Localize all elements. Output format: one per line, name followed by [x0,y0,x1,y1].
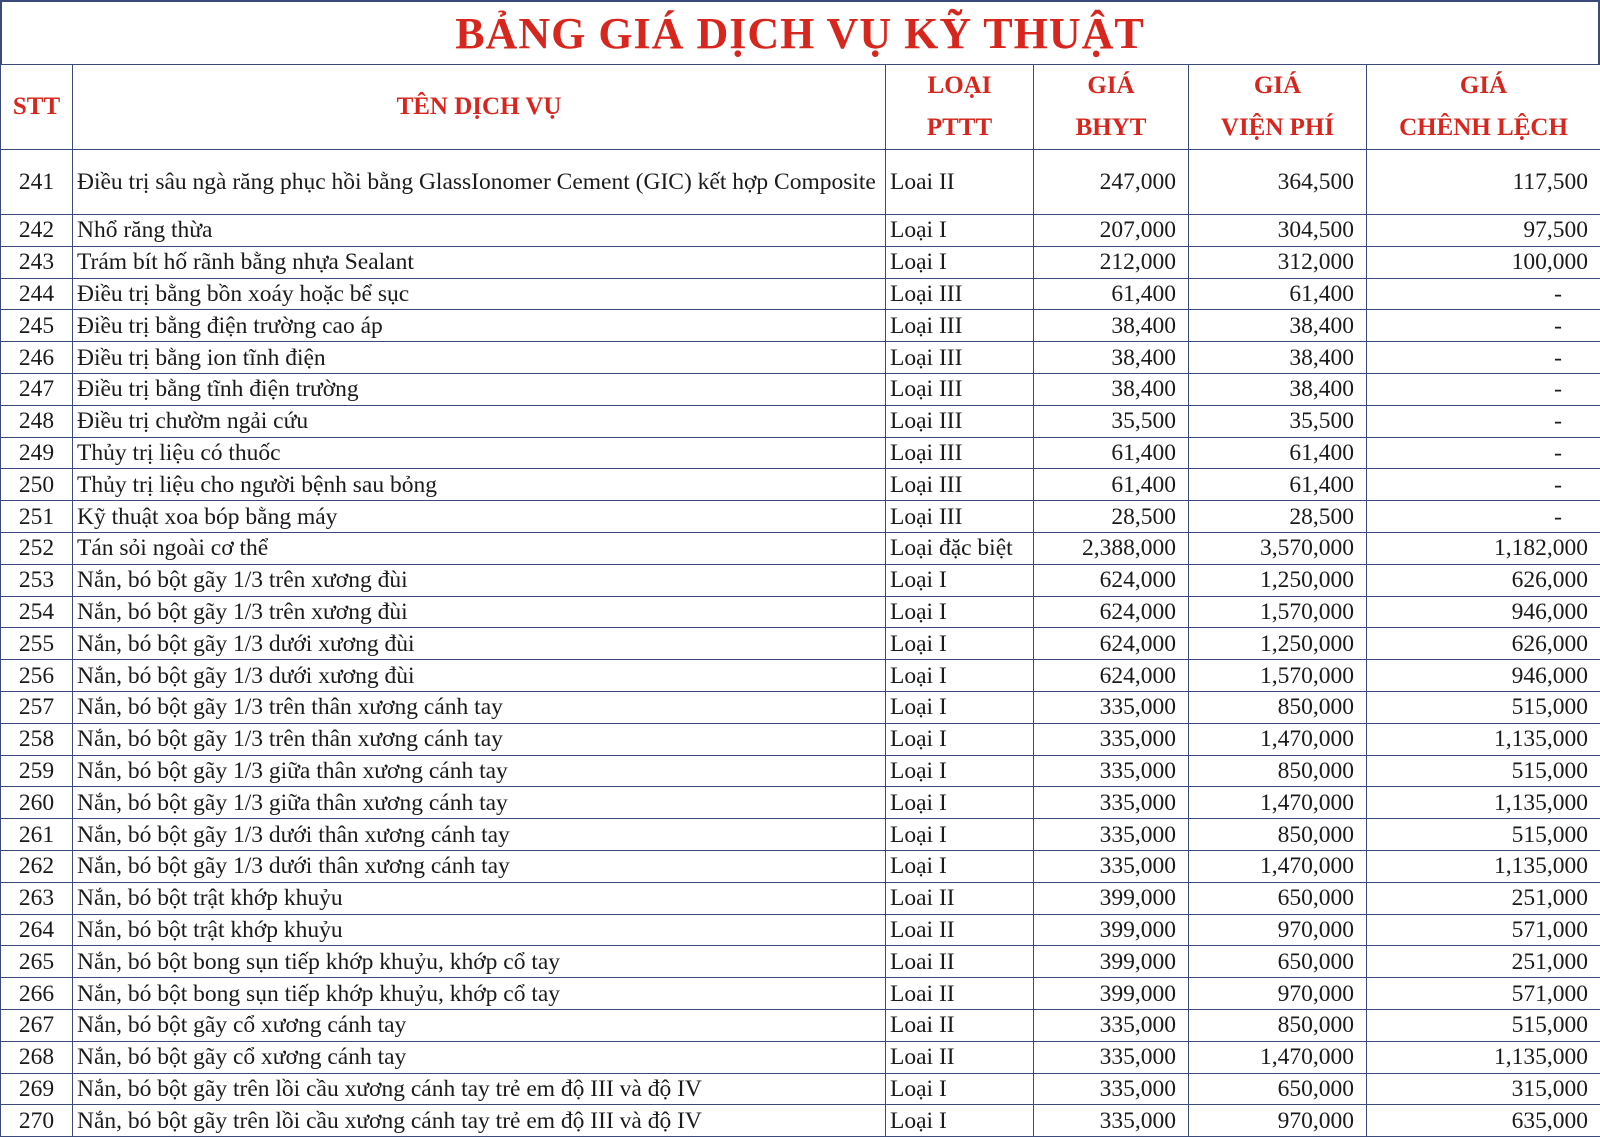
row-gia-vien-phi: 970,000 [1189,978,1367,1010]
header-loai-line1: LOẠI [890,65,1029,107]
row-service-name: Nắn, bó bột gãy 1/3 giữa thân xương cánh tay [73,755,886,787]
row-gia-bhyt: 38,400 [1034,310,1189,342]
row-gia-vien-phi: 1,250,000 [1189,564,1367,596]
row-stt: 246 [1,342,73,374]
row-stt: 262 [1,850,73,882]
row-gia-chenh-lech: 515,000 [1367,755,1600,787]
row-loai-pttt: Loại I [886,755,1034,787]
row-loai-pttt: Loại I [886,787,1034,819]
row-stt: 255 [1,628,73,660]
row-service-name: Điều trị bằng điện trường cao áp [73,310,886,342]
row-stt: 263 [1,882,73,914]
row-gia-chenh-lech: - [1367,405,1600,437]
row-service-name: Trám bít hố rãnh bằng nhựa Sealant [73,246,886,278]
header-loai [886,65,1034,150]
row-gia-bhyt: 61,400 [1034,469,1189,501]
row-service-name: Nắn, bó bột gãy 1/3 dưới thân xương cánh tay [73,819,886,851]
row-gia-chenh-lech: 626,000 [1367,628,1600,660]
row-loai-pttt: Loai II [886,1041,1034,1073]
header-chenh-lech [1367,65,1600,150]
row-gia-bhyt: 335,000 [1034,691,1189,723]
row-loai-pttt: Loại I [886,723,1034,755]
row-gia-bhyt: 335,000 [1034,850,1189,882]
row-gia-vien-phi: 850,000 [1189,691,1367,723]
row-gia-chenh-lech: - [1367,437,1600,469]
row-loai-pttt: Loại III [886,469,1034,501]
row-gia-chenh-lech: 515,000 [1367,691,1600,723]
row-gia-vien-phi: 35,500 [1189,405,1367,437]
row-loai-pttt: Loại I [886,564,1034,596]
header-stt-label: STT [5,86,68,128]
table-row [1,1073,1600,1105]
row-gia-vien-phi: 1,470,000 [1189,1041,1367,1073]
row-loai-pttt: Loai II [886,882,1034,914]
row-gia-bhyt: 335,000 [1034,819,1189,851]
table-row [1,882,1600,914]
table-row [1,660,1600,692]
header-vp-line1: GIÁ [1193,65,1362,107]
row-gia-chenh-lech: 946,000 [1367,596,1600,628]
row-loai-pttt: Loại III [886,501,1034,533]
row-gia-bhyt: 38,400 [1034,373,1189,405]
row-gia-bhyt: 2,388,000 [1034,532,1189,564]
row-gia-vien-phi: 38,400 [1189,310,1367,342]
table-row [1,1105,1600,1137]
row-service-name: Điều trị chườm ngải cứu [73,405,886,437]
row-gia-chenh-lech: - [1367,469,1600,501]
row-gia-chenh-lech: - [1367,278,1600,310]
row-gia-vien-phi: 61,400 [1189,278,1367,310]
table-row [1,246,1600,278]
header-cl-line2: CHÊNH LỆCH [1371,107,1596,149]
row-stt: 251 [1,501,73,533]
row-gia-chenh-lech: 515,000 [1367,819,1600,851]
header-vien-phi [1189,65,1367,150]
row-gia-vien-phi: 650,000 [1189,882,1367,914]
row-gia-vien-phi: 850,000 [1189,1009,1367,1041]
row-gia-bhyt: 335,000 [1034,1105,1189,1137]
row-gia-bhyt: 624,000 [1034,660,1189,692]
row-stt: 257 [1,691,73,723]
row-service-name: Nắn, bó bột gãy trên lồi cầu xương cánh tay trẻ em độ III và độ IV [73,1073,886,1105]
row-loai-pttt: Loại I [886,819,1034,851]
row-stt: 265 [1,946,73,978]
row-service-name: Nắn, bó bột gãy 1/3 dưới thân xương cánh tay [73,850,886,882]
row-gia-bhyt: 38,400 [1034,342,1189,374]
row-stt: 250 [1,469,73,501]
row-gia-chenh-lech: - [1367,373,1600,405]
table-row [1,978,1600,1010]
row-gia-vien-phi: 1,470,000 [1189,723,1367,755]
row-gia-bhyt: 61,400 [1034,437,1189,469]
row-loai-pttt: Loại I [886,1105,1034,1137]
row-stt: 247 [1,373,73,405]
row-service-name: Nắn, bó bột gãy 1/3 giữa thân xương cánh tay [73,787,886,819]
row-gia-chenh-lech: 571,000 [1367,978,1600,1010]
row-stt: 264 [1,914,73,946]
row-stt: 249 [1,437,73,469]
row-stt: 261 [1,819,73,851]
row-gia-vien-phi: 1,250,000 [1189,628,1367,660]
row-gia-bhyt: 335,000 [1034,1041,1189,1073]
row-gia-vien-phi: 38,400 [1189,342,1367,374]
row-gia-bhyt: 335,000 [1034,755,1189,787]
row-service-name: Nắn, bó bột gãy cổ xương cánh tay [73,1041,886,1073]
row-gia-vien-phi: 364,500 [1189,150,1367,215]
row-loai-pttt: Loại I [886,691,1034,723]
header-bhyt [1034,65,1189,150]
row-service-name: Nắn, bó bột gãy 1/3 trên thân xương cánh tay [73,691,886,723]
row-loai-pttt: Loại III [886,342,1034,374]
table-row [1,755,1600,787]
row-loai-pttt: Loai II [886,1009,1034,1041]
row-loai-pttt: Loại III [886,437,1034,469]
table-row [1,310,1600,342]
table-row [1,596,1600,628]
row-gia-vien-phi: 3,570,000 [1189,532,1367,564]
row-gia-bhyt: 61,400 [1034,278,1189,310]
row-gia-vien-phi: 312,000 [1189,246,1367,278]
row-loai-pttt: Loai II [886,946,1034,978]
row-loai-pttt: Loại III [886,310,1034,342]
table-row [1,628,1600,660]
row-gia-chenh-lech: 117,500 [1367,150,1600,215]
header-vp-line2: VIỆN PHÍ [1193,107,1362,149]
row-service-name: Nắn, bó bột trật khớp khuỷu [73,914,886,946]
header-stt [1,65,73,150]
header-name [73,65,886,150]
row-gia-chenh-lech: 571,000 [1367,914,1600,946]
row-loai-pttt: Loại I [886,1073,1034,1105]
table-row [1,469,1600,501]
row-gia-chenh-lech: 97,500 [1367,215,1600,247]
page-title: BẢNG GIÁ DỊCH VỤ KỸ THUẬT [0,0,1600,64]
row-gia-chenh-lech: 626,000 [1367,564,1600,596]
table-row [1,501,1600,533]
row-service-name: Điều trị bằng bồn xoáy hoặc bể sục [73,278,886,310]
row-gia-chenh-lech: 635,000 [1367,1105,1600,1137]
row-gia-bhyt: 399,000 [1034,946,1189,978]
row-stt: 252 [1,532,73,564]
table-row [1,1009,1600,1041]
row-gia-bhyt: 247,000 [1034,150,1189,215]
row-gia-chenh-lech: 1,135,000 [1367,787,1600,819]
row-loai-pttt: Loại I [886,596,1034,628]
row-loai-pttt: Loại I [886,660,1034,692]
header-row [1,65,1600,150]
table-row [1,819,1600,851]
row-stt: 260 [1,787,73,819]
row-gia-chenh-lech: - [1367,310,1600,342]
table-header [1,65,1600,150]
row-service-name: Nắn, bó bột bong sụn tiếp khớp khuỷu, khớp cổ tay [73,978,886,1010]
row-loai-pttt: Loai II [886,914,1034,946]
row-service-name: Nắn, bó bột trật khớp khuỷu [73,882,886,914]
row-gia-bhyt: 335,000 [1034,787,1189,819]
price-table [0,64,1600,1137]
row-gia-chenh-lech: 315,000 [1367,1073,1600,1105]
row-gia-bhyt: 624,000 [1034,596,1189,628]
row-loai-pttt: Loại III [886,278,1034,310]
row-gia-vien-phi: 970,000 [1189,1105,1367,1137]
row-gia-chenh-lech: 946,000 [1367,660,1600,692]
header-bhyt-line2: BHYT [1038,107,1184,149]
row-gia-bhyt: 399,000 [1034,882,1189,914]
row-service-name: Nắn, bó bột gãy cổ xương cánh tay [73,1009,886,1041]
table-row [1,278,1600,310]
row-gia-bhyt: 28,500 [1034,501,1189,533]
header-bhyt-line1: GIÁ [1038,65,1184,107]
row-gia-vien-phi: 850,000 [1189,819,1367,851]
row-stt: 245 [1,310,73,342]
row-service-name: Nắn, bó bột gãy 1/3 trên xương đùi [73,564,886,596]
row-gia-bhyt: 212,000 [1034,246,1189,278]
row-service-name: Nhổ răng thừa [73,215,886,247]
row-service-name: Kỹ thuật xoa bóp bằng máy [73,501,886,533]
row-gia-vien-phi: 38,400 [1189,373,1367,405]
row-gia-bhyt: 207,000 [1034,215,1189,247]
row-service-name: Điều trị sâu ngà răng phục hồi bằng GlassIonomer Cement (GIC) kết hợp Composite [73,150,886,215]
table-row [1,787,1600,819]
row-loai-pttt: Loại đặc biệt [886,532,1034,564]
row-stt: 254 [1,596,73,628]
row-gia-chenh-lech: 1,135,000 [1367,1041,1600,1073]
row-gia-chenh-lech: 251,000 [1367,946,1600,978]
row-gia-vien-phi: 1,570,000 [1189,596,1367,628]
row-stt: 267 [1,1009,73,1041]
row-gia-bhyt: 35,500 [1034,405,1189,437]
row-gia-vien-phi: 970,000 [1189,914,1367,946]
table-row [1,150,1600,215]
row-gia-chenh-lech: 1,135,000 [1367,723,1600,755]
row-gia-chenh-lech: 100,000 [1367,246,1600,278]
table-row [1,437,1600,469]
row-service-name: Nắn, bó bột bong sụn tiếp khớp khuỷu, khớp cổ tay [73,946,886,978]
row-stt: 259 [1,755,73,787]
table-row [1,405,1600,437]
row-service-name: Thủy trị liệu có thuốc [73,437,886,469]
row-service-name: Điều trị bằng ion tĩnh điện [73,342,886,374]
row-stt: 253 [1,564,73,596]
table-row [1,946,1600,978]
row-service-name: Tán sỏi ngoài cơ thể [73,532,886,564]
row-loai-pttt: Loại I [886,850,1034,882]
row-gia-vien-phi: 650,000 [1189,1073,1367,1105]
row-gia-bhyt: 624,000 [1034,564,1189,596]
row-gia-chenh-lech: 1,182,000 [1367,532,1600,564]
row-service-name: Nắn, bó bột gãy trên lồi cầu xương cánh tay trẻ em độ III và độ IV [73,1105,886,1137]
row-gia-vien-phi: 1,470,000 [1189,850,1367,882]
row-stt: 266 [1,978,73,1010]
row-service-name: Thủy trị liệu cho người bệnh sau bỏng [73,469,886,501]
row-gia-chenh-lech: 515,000 [1367,1009,1600,1041]
header-cl-line1: GIÁ [1371,65,1596,107]
row-stt: 243 [1,246,73,278]
row-stt: 258 [1,723,73,755]
row-gia-vien-phi: 28,500 [1189,501,1367,533]
table-row [1,342,1600,374]
table-row [1,723,1600,755]
row-gia-bhyt: 335,000 [1034,1073,1189,1105]
row-loai-pttt: Loại III [886,373,1034,405]
row-gia-chenh-lech: 1,135,000 [1367,850,1600,882]
header-loai-line2: PTTT [890,107,1029,149]
header-name-label: TÊN DỊCH VỤ [77,86,881,128]
row-loai-pttt: Loại I [886,628,1034,660]
row-loai-pttt: Loại I [886,246,1034,278]
row-gia-chenh-lech: - [1367,342,1600,374]
table-row [1,1041,1600,1073]
row-loai-pttt: Loại I [886,215,1034,247]
table-row [1,215,1600,247]
table-row [1,373,1600,405]
table-row [1,532,1600,564]
row-gia-vien-phi: 650,000 [1189,946,1367,978]
row-service-name: Nắn, bó bột gãy 1/3 trên thân xương cánh tay [73,723,886,755]
row-gia-vien-phi: 1,570,000 [1189,660,1367,692]
row-gia-bhyt: 335,000 [1034,723,1189,755]
row-gia-chenh-lech: - [1367,501,1600,533]
row-stt: 242 [1,215,73,247]
row-loai-pttt: Loai II [886,150,1034,215]
row-gia-vien-phi: 61,400 [1189,469,1367,501]
row-gia-bhyt: 399,000 [1034,978,1189,1010]
row-loai-pttt: Loai II [886,978,1034,1010]
row-gia-bhyt: 335,000 [1034,1009,1189,1041]
row-stt: 268 [1,1041,73,1073]
row-gia-vien-phi: 61,400 [1189,437,1367,469]
table-row [1,691,1600,723]
row-loai-pttt: Loại III [886,405,1034,437]
row-stt: 244 [1,278,73,310]
row-gia-chenh-lech: 251,000 [1367,882,1600,914]
row-stt: 270 [1,1105,73,1137]
table-row [1,564,1600,596]
row-service-name: Nắn, bó bột gãy 1/3 trên xương đùi [73,596,886,628]
row-service-name: Nắn, bó bột gãy 1/3 dưới xương đùi [73,660,886,692]
row-stt: 248 [1,405,73,437]
row-service-name: Nắn, bó bột gãy 1/3 dưới xương đùi [73,628,886,660]
row-gia-vien-phi: 304,500 [1189,215,1367,247]
row-gia-bhyt: 399,000 [1034,914,1189,946]
row-stt: 269 [1,1073,73,1105]
table-row [1,850,1600,882]
row-stt: 241 [1,150,73,215]
row-stt: 256 [1,660,73,692]
row-gia-bhyt: 624,000 [1034,628,1189,660]
table-row [1,914,1600,946]
row-service-name: Điều trị bằng tĩnh điện trường [73,373,886,405]
row-gia-vien-phi: 850,000 [1189,755,1367,787]
row-gia-vien-phi: 1,470,000 [1189,787,1367,819]
table-body [1,150,1600,1137]
